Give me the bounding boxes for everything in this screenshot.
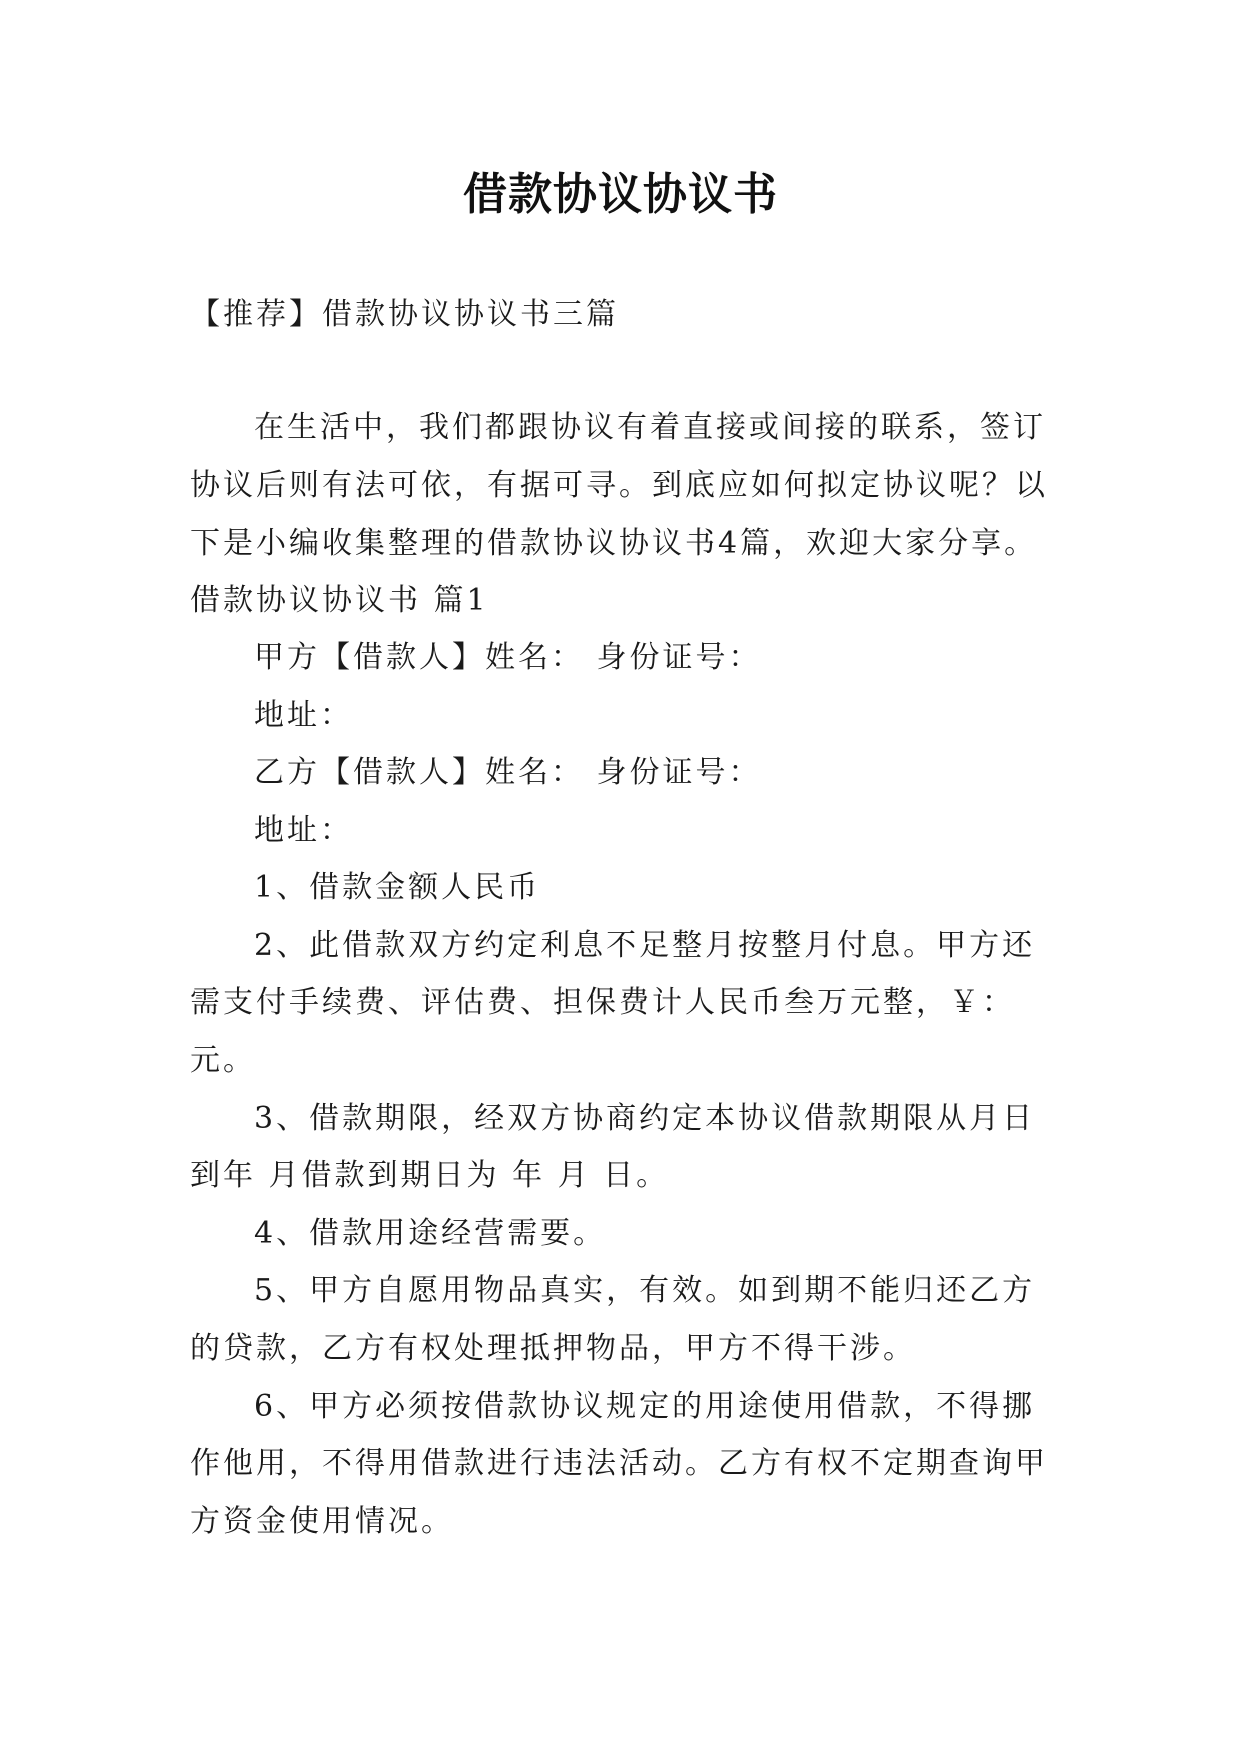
clause-line: 到年 月借款到期日为 年 月 日。	[190, 1158, 670, 1193]
paragraph-line: 在生活中，我们都跟协议有着直接或间接的联系，签订	[254, 410, 1046, 445]
clause-line: 6、甲方必须按借款协议规定的用途使用借款，不得挪	[254, 1389, 1036, 1424]
clause-line: 5、甲方自愿用物品真实，有效。如到期不能归还乙方	[254, 1273, 1036, 1308]
document-title: 借款协议协议书	[463, 169, 778, 220]
party-a-address: 地址：	[254, 698, 353, 733]
clause-line: 需支付手续费、评估费、担保费计人民币叁万元整，￥：	[190, 985, 1015, 1020]
paragraph-line: 下是小编收集整理的借款协议协议书4篇，欢迎大家分享。	[190, 526, 1038, 561]
paragraph-line: 协议后则有法可依，有据可寻。到底应如何拟定协议呢？以	[190, 468, 1048, 503]
clause-line: 作他用，不得用借款进行违法活动。乙方有权不定期查询甲	[190, 1446, 1048, 1481]
clause-line: 2、此借款双方约定利息不足整月按整月付息。甲方还	[254, 928, 1036, 963]
party-b-address: 地址：	[254, 813, 353, 848]
clause-line: 3、借款期限，经双方协商约定本协议借款期限从月日	[254, 1101, 1036, 1136]
clause-line: 4、借款用途经营需要。	[254, 1216, 607, 1251]
clause-line: 元。	[190, 1043, 256, 1078]
clause-line: 1、借款金额人民币	[254, 870, 541, 905]
document-subtitle: 【推荐】借款协议协议书三篇	[190, 297, 619, 332]
section-heading: 借款协议协议书 篇1	[190, 583, 489, 618]
clause-line: 的贷款，乙方有权处理抵押物品，甲方不得干涉。	[190, 1331, 916, 1366]
party-b-line: 乙方【借款人】姓名： 身份证号：	[254, 755, 762, 790]
party-a-line: 甲方【借款人】姓名： 身份证号：	[254, 640, 762, 675]
clause-line: 方资金使用情况。	[190, 1504, 454, 1539]
